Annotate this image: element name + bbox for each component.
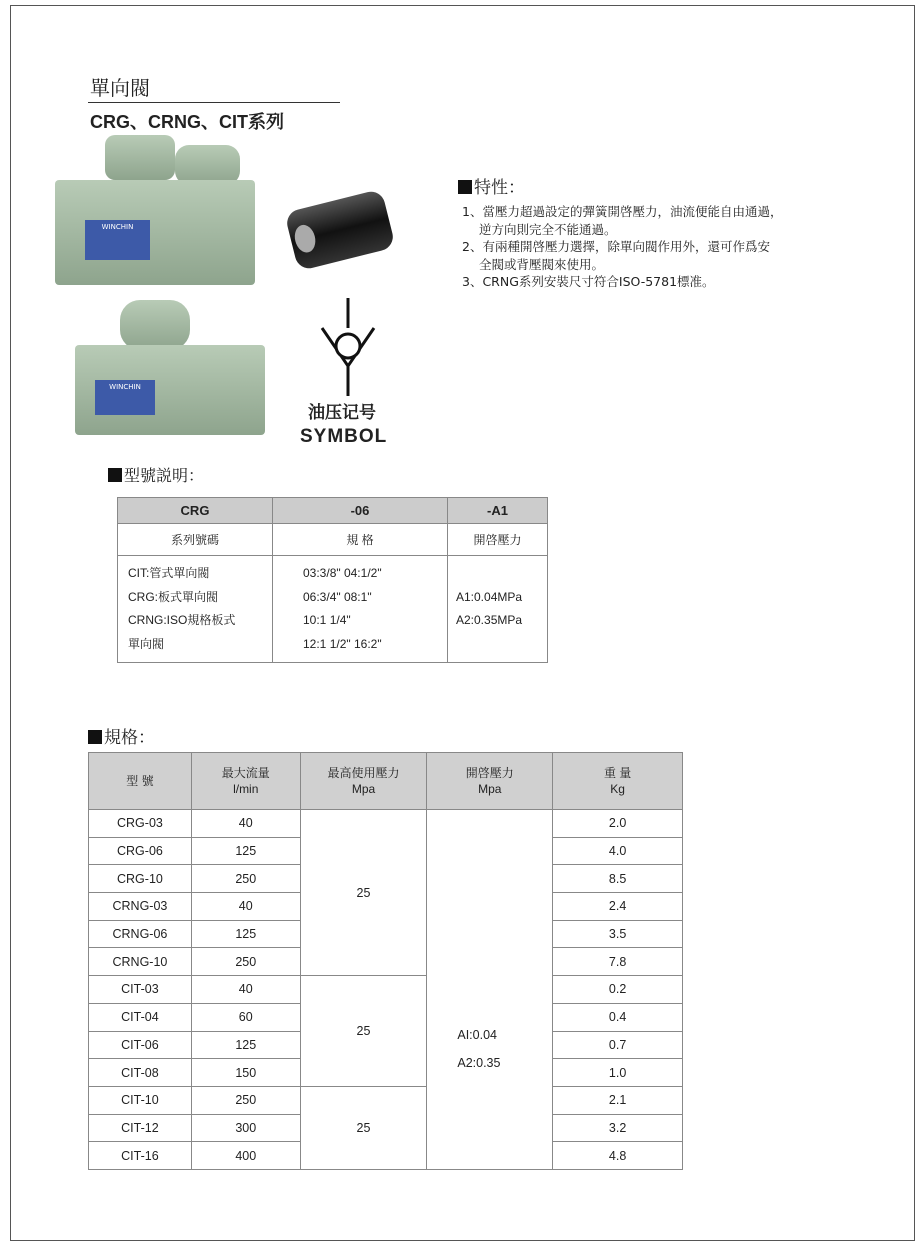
model-code-header: -06 [273, 498, 448, 524]
specs-heading-text: 規格： [104, 728, 155, 748]
table-row [89, 976, 683, 1004]
spec-flow: 40 [191, 893, 300, 921]
spec-model: CIT-03 [89, 976, 192, 1004]
model-code-table [117, 497, 548, 663]
square-bullet-icon [88, 730, 102, 744]
spec-weight: 4.8 [553, 1142, 683, 1170]
spec-flow: 60 [191, 1003, 300, 1031]
spec-max-pressure: 25 [300, 1086, 427, 1169]
series-codes [118, 556, 273, 663]
model-code-header: CRG [118, 498, 273, 524]
spec-model: CIT-06 [89, 1031, 192, 1059]
spec-header-l1: 最高使用壓力 [327, 766, 400, 780]
symbol-label-cn: 油压记号 [308, 403, 376, 423]
spec-header-l2: Mpa [478, 782, 502, 796]
spec-model: CRNG-03 [89, 893, 192, 921]
features-heading-text: 特性： [474, 178, 525, 198]
spec-model: CIT-10 [89, 1086, 192, 1114]
brand-label: WINCHIN [95, 380, 155, 415]
model-code-header: -A1 [448, 498, 548, 524]
feature-item: 3、CRNG系列安裝尺寸符合ISO-5781標准。 [462, 274, 715, 289]
table-row [89, 1086, 683, 1114]
feature-item-cont: 逆方向則完全不能通過。 [479, 221, 617, 237]
check-valve-symbol-icon [318, 298, 378, 398]
spec-weight: 2.0 [553, 810, 683, 838]
spec-header [553, 753, 683, 810]
specs-heading [88, 723, 155, 748]
spec-header [427, 753, 553, 810]
brand-label: WINCHIN [85, 220, 150, 260]
spec-model: CIT-04 [89, 1003, 192, 1031]
spec-model: CRG-10 [89, 865, 192, 893]
spec-model: CRG-06 [89, 837, 192, 865]
title-divider [88, 102, 340, 103]
spec-weight: 1.0 [553, 1059, 683, 1087]
spec-flow: 250 [191, 865, 300, 893]
page-title: 單向閥 [90, 76, 150, 100]
feature-item-cont: 全閥或背壓閥來使用。 [479, 256, 605, 272]
spec-model: CRG-03 [89, 810, 192, 838]
spec-weight: 2.4 [553, 893, 683, 921]
spec-header-l1: 最大流量 [221, 766, 270, 780]
features-list [462, 203, 882, 291]
spec-header [89, 753, 192, 810]
spec-model: CIT-12 [89, 1114, 192, 1142]
spec-weight: 4.0 [553, 837, 683, 865]
spec-header [300, 753, 427, 810]
size-code: 12:1 1/2" 16:2" [303, 636, 382, 651]
model-code-subheader: 規 格 [273, 524, 448, 556]
cracking-codes [448, 556, 548, 663]
valve-image-crg [55, 135, 255, 285]
size-codes [273, 556, 448, 663]
spec-header [191, 753, 300, 810]
spec-flow: 250 [191, 1086, 300, 1114]
spec-flow: 150 [191, 1059, 300, 1087]
series-code: CRNG:ISO規格板式 [128, 613, 236, 627]
spec-model: CIT-16 [89, 1142, 192, 1170]
cracking-value: AI:0.04 [457, 1028, 497, 1043]
model-code-subheader: 系列號碼 [118, 524, 273, 556]
spec-flow: 40 [191, 976, 300, 1004]
spec-weight: 7.8 [553, 948, 683, 976]
spec-header-l2: l/min [233, 782, 259, 796]
spec-model: CIT-08 [89, 1059, 192, 1087]
spec-weight: 3.5 [553, 920, 683, 948]
spec-flow: 40 [191, 810, 300, 838]
size-code: 03:3/8" 04:1/2" [303, 566, 382, 580]
spec-max-pressure: 25 [300, 810, 427, 976]
spec-weight: 0.2 [553, 976, 683, 1004]
size-code: 06:3/4" 08:1" [303, 589, 372, 604]
table-row [89, 810, 683, 838]
spec-weight: 0.4 [553, 1003, 683, 1031]
square-bullet-icon [458, 180, 472, 194]
spec-weight: 0.7 [553, 1031, 683, 1059]
spec-cracking-pressure [427, 810, 553, 1170]
spec-model: CRNG-10 [89, 948, 192, 976]
valve-image-crng [75, 300, 265, 435]
spec-flow: 125 [191, 837, 300, 865]
symbol-label-en: SYMBOL [300, 426, 388, 447]
spec-model: CRNG-06 [89, 920, 192, 948]
spec-weight: 3.2 [553, 1114, 683, 1142]
spec-header-l1: 重 量 [603, 766, 632, 780]
cracking-code: A2:0.35MPa [456, 613, 523, 627]
feature-item: 2、有兩種開啓壓力選擇，除單向閥作用外，還可作爲安 [462, 239, 770, 254]
square-bullet-icon [108, 468, 122, 482]
series-code: CIT:管式單向閥 [128, 566, 210, 580]
spec-weight: 8.5 [553, 865, 683, 893]
spec-flow: 125 [191, 1031, 300, 1059]
spec-header-l1: 型 號 [126, 774, 154, 788]
spec-weight: 2.1 [553, 1086, 683, 1114]
spec-flow: 125 [191, 920, 300, 948]
page-subtitle: CRG、CRNG、CIT系列 [90, 112, 284, 132]
model-code-subheader: 開啓壓力 [448, 524, 548, 556]
cracking-value: A2:0.35 [457, 1056, 501, 1071]
feature-item: 1、當壓力超過設定的彈簧開啓壓力，油流便能自由通過， [462, 204, 783, 219]
features-heading [458, 173, 525, 198]
model-code-heading-text: 型號説明： [124, 466, 205, 485]
spec-flow: 400 [191, 1142, 300, 1170]
spec-flow: 300 [191, 1114, 300, 1142]
cracking-code: A1:0.04MPa [456, 589, 523, 604]
series-code: CRG:板式單向閥 [128, 589, 219, 604]
spec-header-l2: Kg [610, 782, 625, 796]
spec-header-l2: Mpa [351, 782, 376, 796]
specs-table [88, 752, 683, 1170]
spec-max-pressure: 25 [300, 976, 427, 1087]
model-code-heading [108, 463, 204, 486]
size-code: 10:1 1/4" [303, 613, 351, 627]
spec-header-l1: 開啓壓力 [465, 766, 514, 780]
spec-flow: 250 [191, 948, 300, 976]
series-code: 單向閥 [128, 636, 165, 651]
